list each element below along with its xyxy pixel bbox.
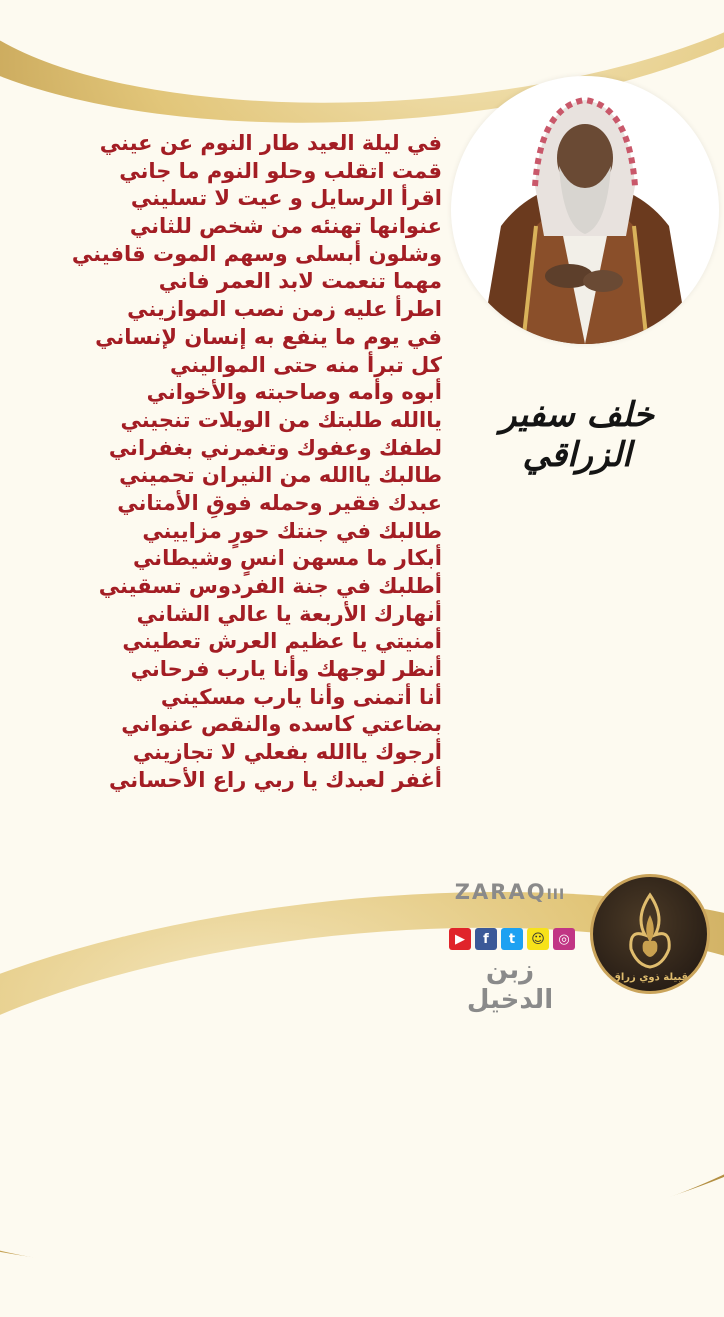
poem-line: عبدك فقير وحمله فوقِ الأمتاني xyxy=(117,490,442,515)
poem-line: أمنيتي يا عظيم العرش تعطيني xyxy=(122,629,442,654)
poet-portrait xyxy=(451,76,719,344)
poem-line: طالبك في جنتك حورٍ مزاييني xyxy=(142,518,442,543)
snapchat-icon[interactable]: ☺ xyxy=(527,928,549,950)
poem-line: ياالله طلبتك من الويلات تنجيني xyxy=(120,407,442,432)
poem-line: مهما تنعمت لابد العمر فاني xyxy=(158,269,442,294)
emblem-text: قبيلة ذوي زراق xyxy=(611,972,689,983)
poem-line: كل تبرأ منه حتى المواليني xyxy=(170,352,442,377)
flame-emblem-icon xyxy=(593,877,707,991)
poem-line: أنا أتمنى وأنا يارب مسكيني xyxy=(160,684,442,709)
facebook-icon[interactable]: f xyxy=(475,928,497,950)
poem-line: قمت اتقلب وحلو النوم ما جاني xyxy=(119,158,442,183)
poem-line: أغفر لعبدك يا ربي راع الأحساني xyxy=(109,767,442,792)
twitter-icon[interactable]: t xyxy=(501,928,523,950)
poem-line: طالبك ياالله من النيران تحميني xyxy=(119,463,442,488)
youtube-icon[interactable]: ▶ xyxy=(449,928,471,950)
poem-line: أنظر لوجهك وأنا يارب فرحاني xyxy=(130,657,442,682)
poem-line: أبوه وأمه وصاحبته والأخواني xyxy=(146,380,442,405)
poem-line: عنوانها تهنئه من شخص للثاني xyxy=(129,214,442,239)
poem-line: في ليلة العيد طار النوم عن عيني xyxy=(99,131,442,155)
brand-name: ZARAQ xyxy=(454,880,547,904)
poem-line: أنهارك الأربعة يا عالي الشاني xyxy=(136,601,442,626)
brand-suffix: III xyxy=(546,887,566,903)
poem-line: بضاعتي كاسده والنقص عنواني xyxy=(121,712,442,737)
poem-line: في يوم ما ينفع به إنسان لإنساني xyxy=(95,324,442,349)
social-handle: زبن الدخيل xyxy=(466,955,554,1015)
poet-figure-icon xyxy=(451,76,719,344)
poem-line: وشلون أبسلى وسهم الموت قافيني xyxy=(71,241,442,266)
poem-line: اطرأ عليه زمن نصب الموازيني xyxy=(127,297,442,322)
instagram-icon[interactable]: ◎ xyxy=(553,928,575,950)
poem-line: أطلبك في جنة الفردوس تسقيني xyxy=(98,574,442,598)
poet-name: خلف سفير الزراقي xyxy=(499,395,654,475)
social-icons xyxy=(442,928,582,952)
brand-logo xyxy=(440,880,580,904)
tribe-emblem xyxy=(590,874,710,994)
poem xyxy=(22,130,442,795)
poem-line: اقرأ الرسايل و عيت لا تسليني xyxy=(130,186,442,211)
poem-line: أرجوك ياالله بفعلي لا تجازيني xyxy=(132,740,442,765)
poem-line: أبكار ما مسهن انسٍ وشيطاني xyxy=(132,546,442,571)
poem-line: لطفك وعفوك وتغمرني بغفراني xyxy=(108,435,442,460)
